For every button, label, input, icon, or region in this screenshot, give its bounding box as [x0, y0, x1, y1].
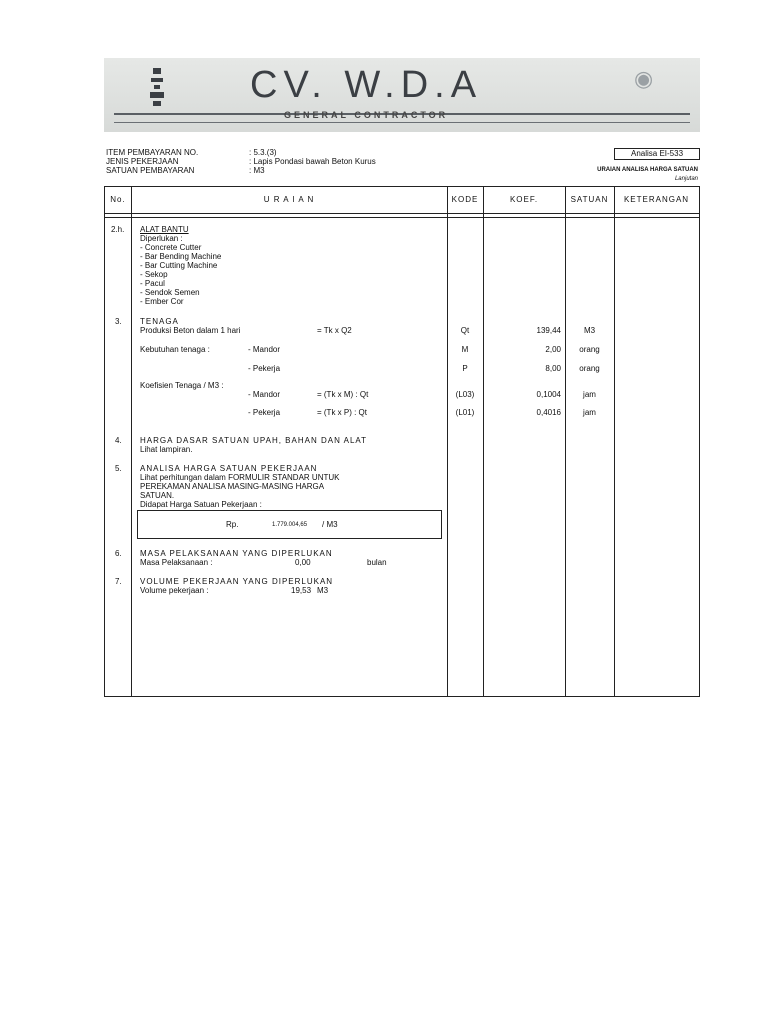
emblem-icon	[150, 68, 164, 108]
alat-title: ALAT BANTU	[140, 225, 189, 234]
produksi-kode: Qt	[460, 326, 470, 335]
header-satuan: SATUAN	[570, 195, 609, 204]
analisa-code: Analisa EI-533	[614, 148, 700, 160]
analisa-line2: PEREKAMAN ANALISA MASING-MASING HARGA	[140, 482, 325, 491]
masa-label: Masa Pelaksanaan :	[140, 558, 213, 567]
alat-needed: Diperlukan :	[140, 234, 183, 243]
pekerja-satuan: orang	[579, 364, 600, 373]
volume-unit: M3	[317, 586, 329, 595]
row-no-alat: 2.h.	[111, 225, 125, 234]
unit-price-box	[137, 510, 442, 539]
pekerja-label: - Pekerja	[248, 364, 281, 373]
k-pekerja-satuan: jam	[583, 408, 596, 417]
k-mandor-formula: = (Tk x M) : Qt	[317, 390, 369, 399]
row-no-masa: 6.	[115, 549, 122, 558]
kebutuhan-label: Kebutuhan tenaga :	[140, 345, 210, 354]
volume-value: 19,53	[291, 586, 312, 595]
produksi-koef: 139,44	[536, 326, 561, 335]
k-mandor-label: - Mandor	[248, 390, 281, 399]
row-no-harga: 4.	[115, 436, 122, 445]
masa-unit: bulan	[367, 558, 387, 567]
koef-label: Koefisien Tenaga / M3 :	[140, 381, 224, 390]
tenaga-title: TENAGA	[140, 317, 179, 326]
unit-price: 1.779.004,65	[272, 522, 308, 528]
k-pekerja-formula: = (Tk x P) : Qt	[317, 408, 368, 417]
alat-item: - Sendok Semen	[140, 288, 200, 297]
item-value: : 5.3.(3)	[249, 148, 277, 157]
doc-title: URAIAN ANALISA HARGA SATUAN	[597, 167, 698, 173]
company-letterhead	[104, 58, 700, 132]
company-name: CV. W.D.A	[250, 64, 483, 106]
analisa-line3: SATUAN.	[140, 491, 175, 500]
alat-item: - Bar Bending Machine	[140, 252, 222, 261]
masa-value: 0,00	[295, 558, 311, 567]
pekerja-koef: 8,00	[545, 364, 561, 373]
header-no: No.	[110, 195, 126, 204]
k-mandor-kode: (L03)	[455, 390, 475, 399]
price-unit: / M3	[322, 520, 338, 529]
item-label: ITEM PEMBAYARAN NO.	[106, 148, 199, 157]
k-pekerja-kode: (L01)	[455, 408, 475, 417]
jenis-label: JENIS PEKERJAAN	[106, 157, 179, 166]
mandor-koef: 2,00	[545, 345, 561, 354]
analysis-table	[104, 186, 700, 697]
stamp-mark: ◉	[634, 66, 654, 91]
volume-title: VOLUME PEKERJAAN YANG DIPERLUKAN	[140, 577, 334, 586]
alat-item: - Pacul	[140, 279, 165, 288]
row-no-volume: 7.	[115, 577, 122, 586]
k-pekerja-label: - Pekerja	[248, 408, 281, 417]
analisa-line1: Lihat perhitungan dalam FORMULIR STANDAR UNTUK	[140, 473, 340, 482]
company-subtitle: GENERAL CONTRACTOR	[284, 110, 449, 120]
header-koef: KOEF.	[509, 195, 539, 204]
harga-line: Lihat lampiran.	[140, 445, 193, 454]
masa-title: MASA PELAKSANAAN YANG DIPERLUKAN	[140, 549, 333, 558]
mandor-satuan: orang	[579, 345, 600, 354]
produksi-formula: = Tk x Q2	[317, 326, 352, 335]
alat-item: - Bar Cutting Machine	[140, 261, 218, 270]
alat-item: - Concrete Cutter	[140, 243, 202, 252]
jenis-value: : Lapis Pondasi bawah Beton Kurus	[249, 157, 376, 166]
row-no-tenaga: 3.	[115, 317, 122, 326]
k-pekerja-koef: 0,4016	[536, 408, 561, 417]
header-keterangan: KETERANGAN	[623, 195, 690, 204]
k-mandor-koef: 0,1004	[536, 390, 561, 399]
continued-label: Lanjutan	[674, 176, 698, 182]
header-uraian: U R A I A N	[263, 195, 315, 204]
satuan-label: SATUAN PEMBAYARAN	[106, 166, 195, 175]
mandor-label: - Mandor	[248, 345, 281, 354]
produksi-satuan: M3	[583, 326, 596, 335]
analisa-title: ANALISA HARGA SATUAN PEKERJAAN	[140, 464, 318, 473]
analisa-line4: Didapat Harga Satuan Pekerjaan :	[140, 500, 262, 509]
price-currency: Rp.	[226, 520, 239, 529]
alat-item: - Sekop	[140, 270, 168, 279]
alat-item: - Ember Cor	[140, 297, 184, 306]
row-no-analisa: 5.	[115, 464, 122, 473]
header-kode: KODE	[451, 195, 479, 204]
produksi-label: Produksi Beton dalam 1 hari	[140, 326, 241, 335]
mandor-kode: M	[461, 345, 469, 354]
pekerja-kode: P	[462, 364, 468, 373]
k-mandor-satuan: jam	[583, 390, 596, 399]
volume-label: Volume pekerjaan :	[140, 586, 209, 595]
letterhead-rule-lower	[114, 122, 690, 123]
harga-title: HARGA DASAR SATUAN UPAH, BAHAN DAN ALAT	[140, 436, 368, 445]
satuan-value: : M3	[249, 166, 265, 175]
